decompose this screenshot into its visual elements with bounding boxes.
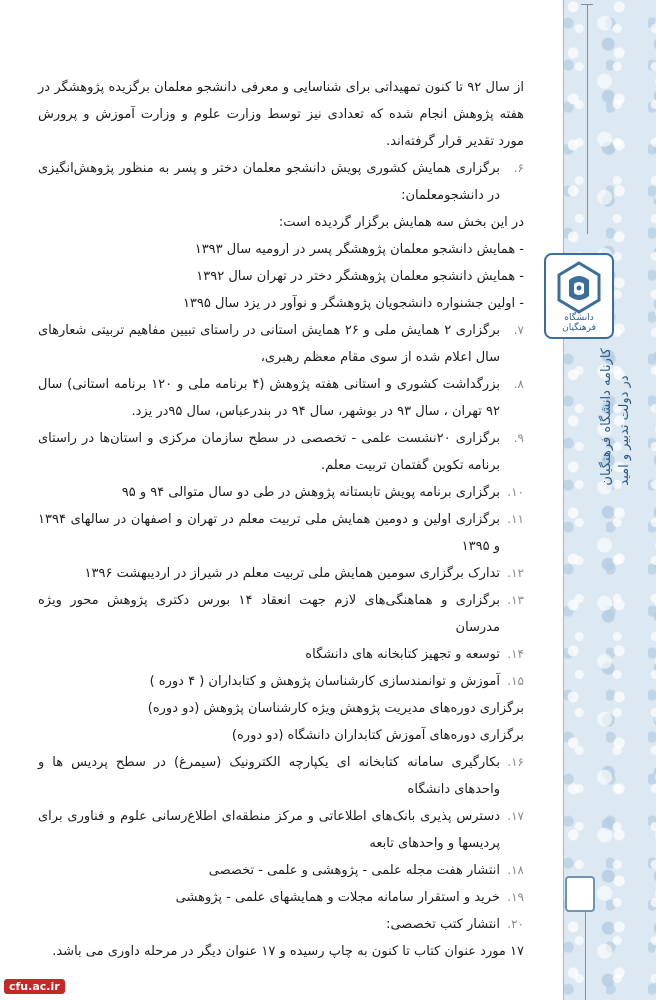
list-item — [38, 317, 524, 371]
item-text: انتشار هفت مجله علمی - پژوهشی و علمی - تخصصی — [208, 863, 500, 878]
list-item — [38, 749, 524, 803]
item-text: انتشار کتب تخصصی: — [386, 917, 500, 932]
list-item — [38, 209, 524, 236]
bottom-decorative-box — [565, 876, 595, 912]
item-number: ۱۰. — [507, 485, 524, 499]
item-text: خرید و استقرار سامانه مجلات و همایشهای علمی - پژوهشی — [175, 890, 500, 905]
caption-line-2: در دولت تدبیر و امید — [617, 375, 632, 486]
item-text: برگزاری ۲۰نشست علمی - تخصصی در سطح سازمان مرکزی و استان‌ها در راستای برنامه تکوین گفتمان تربیت معلم. — [38, 431, 500, 473]
list-item — [38, 506, 524, 560]
item-text: بزرگداشت کشوری و استانی هفته پژوهش (۴ برنامه ملی و ۱۲۰ برنامه استانی) سال ۹۲ تهران ، سال ۹۳ در بوشهر، سال ۹۴ در بندرعباس، سال ۹۵در یزد. — [38, 377, 500, 419]
university-logo — [544, 253, 614, 339]
item-text: ۱۷ مورد عنوان کتاب تا کنون به چاپ رسیده و ۱۷ عنوان دیگر در مرحله داوری می باشد. — [52, 944, 524, 959]
list-item — [38, 641, 524, 668]
item-number: ۱۴. — [507, 647, 524, 661]
item-number: ۱۸. — [507, 863, 524, 877]
item-number: ۱۵. — [507, 674, 524, 688]
list-item — [38, 425, 524, 479]
item-text: در این بخش سه همایش برگزار گردیده است: — [278, 215, 524, 230]
list-item — [38, 155, 524, 209]
list-item — [38, 668, 524, 695]
intro-paragraph: از سال ۹۲ تا کنون تمهیداتی برای شناسایی و معرفی دانشجو معلمان برگزیده پژوهشگر در هفته پژوهش انجام شده که تعدادی نیز توسط وزارت علوم و وزارت آموزش و پرورش مورد تقدیر قرار گرفته‌اند. — [38, 80, 524, 149]
item-text: برگزاری دوره‌های آموزش کتابداران دانشگاه (دو دوره) — [231, 728, 524, 743]
items-list — [38, 155, 524, 965]
list-item — [38, 857, 524, 884]
item-number: ۹. — [513, 431, 524, 445]
list-item — [38, 479, 524, 506]
item-number: ۱۱. — [507, 512, 524, 526]
list-item — [38, 236, 524, 263]
item-text: دسترس پذیری بانک‌های اطلاعاتی و مرکز منطقه‌ای اطلاع‌رسانی علوم و فناوری برای پردیسها و واحدهای تابعه — [38, 809, 500, 851]
item-number: ۲۰. — [507, 917, 524, 931]
logo-emblem-icon — [555, 260, 603, 316]
item-text: برگزاری ۲ همایش ملی و ۲۶ همایش استانی در راستای تبیین مفاهیم تربیتی شعارهای سال اعلام شده از سوی مقام معظم رهبری، — [38, 323, 501, 365]
item-text: بکارگیری سامانه کتابخانه ای یکپارچه الکترونیک (سیمرغ) در سطح پردیس ها و واحدهای دانشگاه — [38, 755, 500, 797]
item-number: ۶. — [513, 161, 524, 175]
list-item — [38, 803, 524, 857]
item-number: ۸. — [513, 377, 524, 391]
vertical-caption — [598, 348, 634, 486]
list-item — [38, 911, 524, 938]
list-item — [38, 695, 524, 722]
item-text: تدارک برگزاری سومین همایش ملی تربیت معلم در شیراز در اردیبهشت ۱۳۹۶ — [84, 566, 500, 581]
item-text: برگزاری و هماهنگی‌های لازم جهت انعقاد ۱۴ بورس دکتری پژوهش محور ویژه مدرسان — [38, 593, 500, 635]
item-text: - همایش دانشجو معلمان پژوهشگر دختر در تهران سال ۱۳۹۲ — [196, 269, 524, 284]
caption-line-1: کارنامه دانشگاه فرهنگیان — [599, 348, 614, 486]
list-item — [38, 587, 524, 641]
item-text: برگزاری برنامه پویش تابستانه پژوهش در طی دو سال متوالی ۹۴ و ۹۵ — [121, 485, 500, 500]
logo-text: دانشگاه فرهنگیان — [562, 313, 596, 333]
list-item — [38, 371, 524, 425]
list-item — [38, 263, 524, 290]
item-text: آموزش و توانمندسازی کارشناسان پژوهش و کتابداران ( ۴ دوره ) — [149, 674, 500, 689]
item-number: ۱۳. — [507, 593, 524, 607]
item-text: برگزاری اولین و دومین همایش ملی تربیت معلم در تهران و اصفهان در سالهای ۱۳۹۴ و ۱۳۹۵ — [38, 512, 500, 554]
item-number: ۷. — [513, 323, 524, 337]
document-body — [38, 74, 524, 965]
decorative-floral-sidebar — [564, 0, 656, 1000]
item-number: ۱۹. — [507, 890, 524, 904]
item-number: ۱۲. — [507, 566, 524, 580]
item-text: - همایش دانشجو معلمان پژوهشگر پسر در ارومیه سال ۱۳۹۳ — [194, 242, 524, 257]
list-item — [38, 938, 524, 965]
item-number: ۱۶. — [507, 755, 524, 769]
sidebar-divider — [545, 0, 564, 1000]
item-number: ۱۷. — [507, 809, 524, 823]
site-watermark: cfu.ac.ir — [4, 979, 65, 994]
item-text: - اولین جشنواره دانشجویان پژوهشگر و نوآور در یزد سال ۱۳۹۵ — [182, 296, 524, 311]
item-text: برگزاری دوره‌های مدیریت پژوهش ویژه کارشناسان پژوهش (دو دوره) — [147, 701, 524, 716]
top-decorative-rule — [587, 4, 588, 234]
item-text: توسعه و تجهیز کتابخانه های دانشگاه — [305, 647, 500, 662]
bottom-decorative-rule — [585, 910, 586, 1000]
list-item — [38, 560, 524, 587]
item-text: برگزاری همایش کشوری پویش دانشجو معلمان دختر و پسر به منظور پژوهش‌انگیزی در دانشجومعلمان: — [38, 161, 500, 203]
list-item — [38, 722, 524, 749]
list-item — [38, 290, 524, 317]
list-item — [38, 884, 524, 911]
